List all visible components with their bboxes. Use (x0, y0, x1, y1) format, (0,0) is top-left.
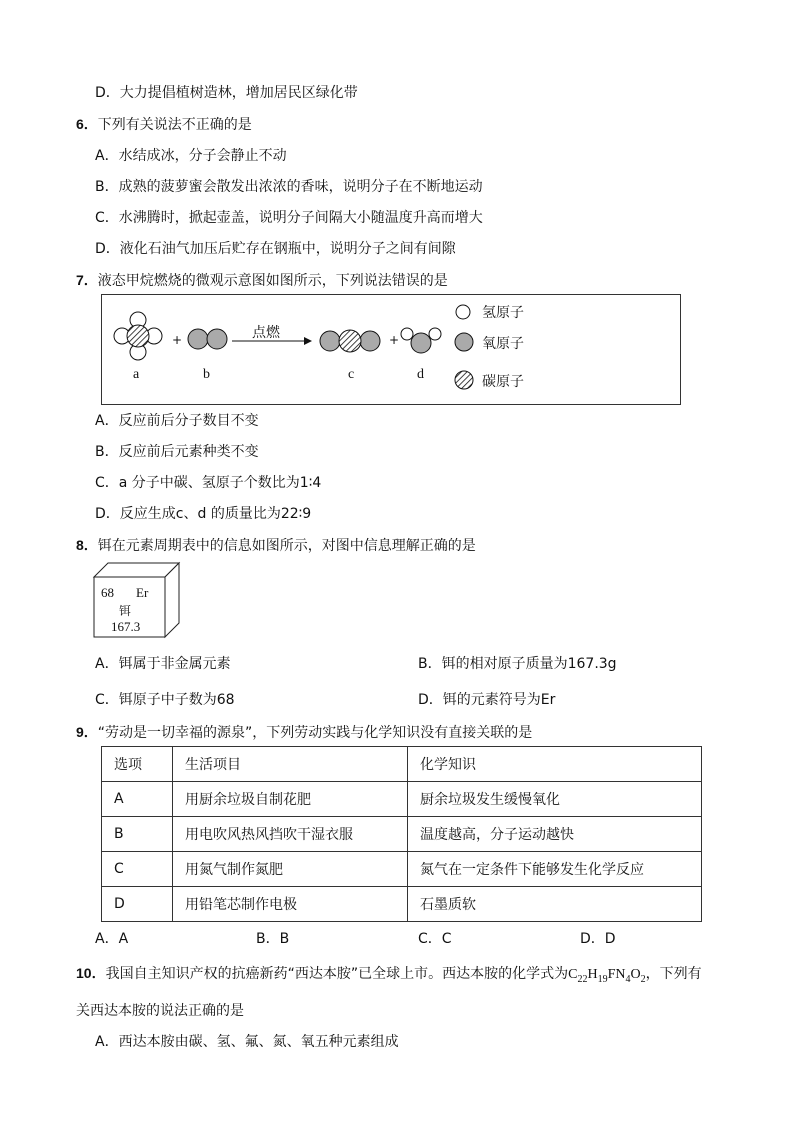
table-cell: 用厨余垃圾自制花肥 (173, 782, 408, 817)
legend-carbon: 碳原子 (482, 374, 524, 390)
table-cell: 石墨质软 (408, 887, 702, 922)
table-row (102, 817, 702, 852)
oxygen-molecule (188, 329, 227, 349)
table-cell: 用氮气制作氮肥 (173, 852, 408, 887)
legend-symbols (455, 305, 473, 389)
atomic-number: 68 (101, 585, 114, 600)
question-6 (76, 114, 252, 134)
question-stem: 下列有关说法不正确的是 (97, 117, 252, 133)
question-9 (76, 722, 532, 742)
plus-sign: + (389, 333, 400, 347)
arrow-label: 点燃 (252, 325, 280, 341)
question-stem: 铒在元素周期表中的信息如图所示，对图中信息理解正确的是 (97, 538, 476, 554)
question-number: 6． (76, 116, 98, 132)
question-stem: 我国自主知识产权的抗癌新药“西达本胺”已全球上市。西达本胺的化学式为 (105, 966, 569, 982)
question-stem: 液态甲烷燃烧的微观示意图如图所示，下列说法错误的是 (97, 273, 448, 289)
label-d: d (417, 367, 424, 382)
table-cell: B (102, 817, 173, 852)
table-cell: 氮气在一定条件下能够发生化学反应 (408, 852, 702, 887)
question-number: 7． (76, 272, 98, 288)
q8-option-a: A．铒属于非金属元素 (95, 656, 231, 672)
q9-table (101, 746, 702, 922)
table-cell: A (102, 782, 173, 817)
question-number: 10． (76, 965, 106, 981)
table-cell: D (102, 887, 173, 922)
q9-option-a: A．A (95, 931, 129, 947)
label-c: c (348, 367, 355, 382)
table-row (102, 782, 702, 817)
legend-oxygen: 氧原子 (482, 336, 524, 352)
q8-option-b: B．铒的相对原子质量为167.3g (418, 656, 617, 672)
question-10-line2: 关西达本胺的说法正确的是 (76, 1003, 244, 1019)
table-row (102, 887, 702, 922)
question-10 (76, 963, 702, 985)
q8-option-d: D．铒的元素符号为Er (418, 692, 556, 708)
plus-sign: + (172, 333, 183, 347)
header-cell: 生活项目 (173, 747, 408, 782)
q7-option-a: A．反应前后分子数目不变 (95, 413, 259, 429)
table-cell: 用电吹风热风挡吹干湿衣服 (173, 817, 408, 852)
legend-hydrogen: 氢原子 (482, 305, 524, 321)
element-card (92, 561, 182, 643)
reaction-diagram (101, 294, 681, 405)
question-7 (76, 270, 448, 290)
chemical-formula: $C_{22}H_{19}FN_4O_2$ (568, 967, 646, 985)
q10-option-a: A．西达本胺由碳、氢、氟、氮、氧五种元素组成 (95, 1034, 399, 1050)
label-b: b (203, 367, 210, 382)
question-8 (76, 535, 476, 555)
q9-option-b: B．B (256, 931, 290, 947)
question-number: 8． (76, 537, 98, 553)
carbon-dioxide-molecule (320, 330, 380, 352)
q7-option-b: B．反应前后元素种类不变 (95, 444, 259, 460)
q8-option-c: C．铒原子中子数为68 (95, 692, 235, 708)
table-cell: 厨余垃圾发生缓慢氧化 (408, 782, 702, 817)
atomic-mass: 167.3 (111, 619, 141, 634)
label-a: a (133, 367, 140, 382)
header-cell: 选项 (102, 747, 173, 782)
table-cell: C (102, 852, 173, 887)
q9-option-d: D．D (580, 931, 616, 947)
reaction-svg (102, 295, 680, 404)
water-molecule (401, 328, 441, 353)
q5-option-d: D．大力提倡植树造林，增加居民区绿化带 (95, 85, 358, 101)
q6-option-d: D．液化石油气加压后贮存在钢瓶中，说明分子之间有间隙 (95, 241, 456, 257)
q6-option-a: A．水结成冰，分子会静止不动 (95, 148, 287, 164)
methane-molecule (114, 312, 162, 360)
q7-option-d: D．反应生成c、d 的质量比为22∶9 (95, 506, 312, 522)
table-row (102, 852, 702, 887)
q9-option-c: C．C (418, 931, 452, 947)
question-stem-tail: ，下列有 (645, 966, 702, 982)
q6-option-c: C．水沸腾时，掀起壶盖，说明分子间隔大小随温度升高而增大 (95, 210, 483, 226)
table-cell: 温度越高，分子运动越快 (408, 817, 702, 852)
element-name: 铒 (119, 604, 132, 618)
question-stem: “劳动是一切幸福的源泉”，下列劳动实践与化学知识没有直接关联的是 (97, 725, 533, 741)
question-number: 9． (76, 724, 98, 740)
q7-option-c: C．a 分子中碳、氢原子个数比为1∶4 (95, 475, 322, 491)
table-header-row (102, 747, 702, 782)
element-symbol: Er (136, 585, 149, 600)
table-cell: 用铅笔芯制作电极 (173, 887, 408, 922)
q6-option-b: B．成熟的菠萝蜜会散发出浓浓的香味，说明分子在不断地运动 (95, 179, 483, 195)
header-cell: 化学知识 (408, 747, 702, 782)
